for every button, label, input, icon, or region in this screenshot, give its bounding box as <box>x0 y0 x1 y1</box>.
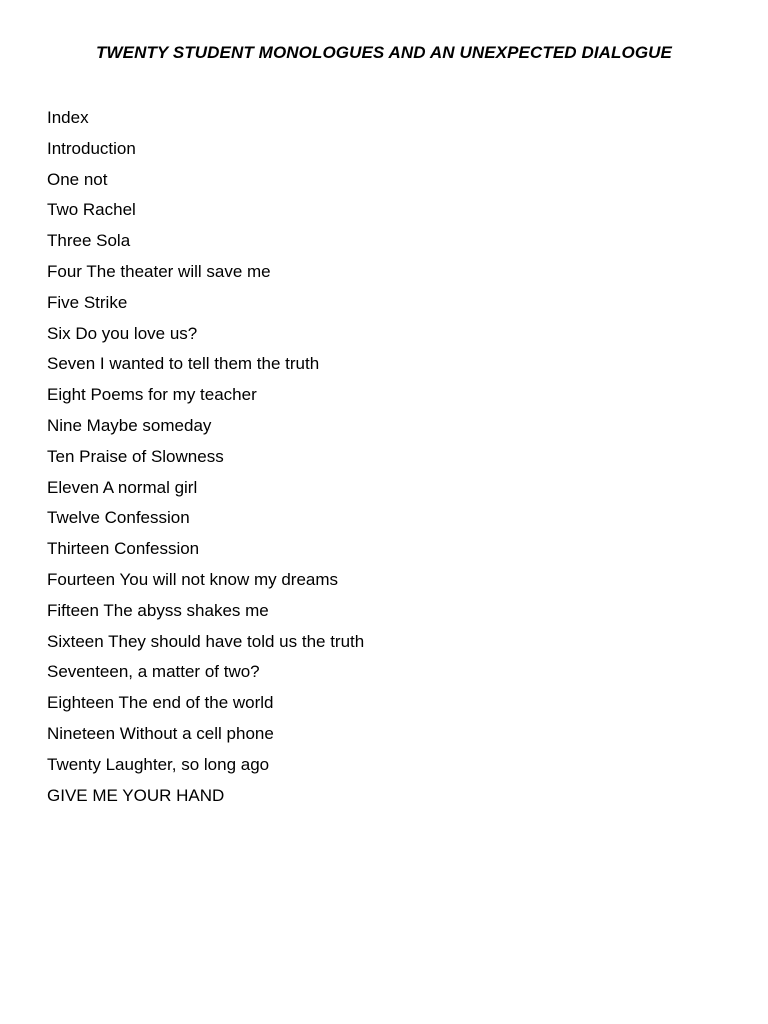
toc-entry: Seventeen, a matter of two? <box>47 662 260 682</box>
toc-entry: Six Do you love us? <box>47 323 198 343</box>
toc-entry: Ten Praise of Slowness <box>47 446 224 466</box>
toc-entry: Eight Poems for my teacher <box>47 385 257 405</box>
toc-entry: Twelve Confession <box>47 508 190 528</box>
toc-entry: Two Rachel <box>47 200 136 220</box>
toc-entry: Introduction <box>47 138 136 158</box>
toc-entry: Fifteen The abyss shakes me <box>47 600 269 620</box>
toc-entry: Twenty Laughter, so long ago <box>47 754 270 774</box>
toc-entry: Nineteen Without a cell phone <box>47 723 274 743</box>
toc-entry: Eleven A normal girl <box>47 477 198 497</box>
toc-entry: GIVE ME YOUR HAND <box>47 785 225 805</box>
toc-entry: Five Strike <box>47 292 128 312</box>
toc-entry: Eighteen The end of the world <box>47 693 274 713</box>
table-of-contents <box>47 103 364 811</box>
toc-entry: Four The theater will save me <box>47 261 271 281</box>
toc-entry: Sixteen They should have told us the truth <box>47 631 365 651</box>
toc-entry: Index <box>47 108 89 127</box>
toc-entry: Nine Maybe someday <box>47 415 212 435</box>
document-title: TWENTY STUDENT MONOLOGUES AND AN UNEXPECTED DIALOGUE <box>96 43 672 62</box>
toc-entry: Fourteen You will not know my dreams <box>47 569 339 589</box>
toc-entry: Seven I wanted to tell them the truth <box>47 354 320 374</box>
toc-entry: One not <box>47 169 108 189</box>
toc-entry: Three Sola <box>47 231 131 251</box>
toc-entry: Thirteen Confession <box>47 539 200 559</box>
